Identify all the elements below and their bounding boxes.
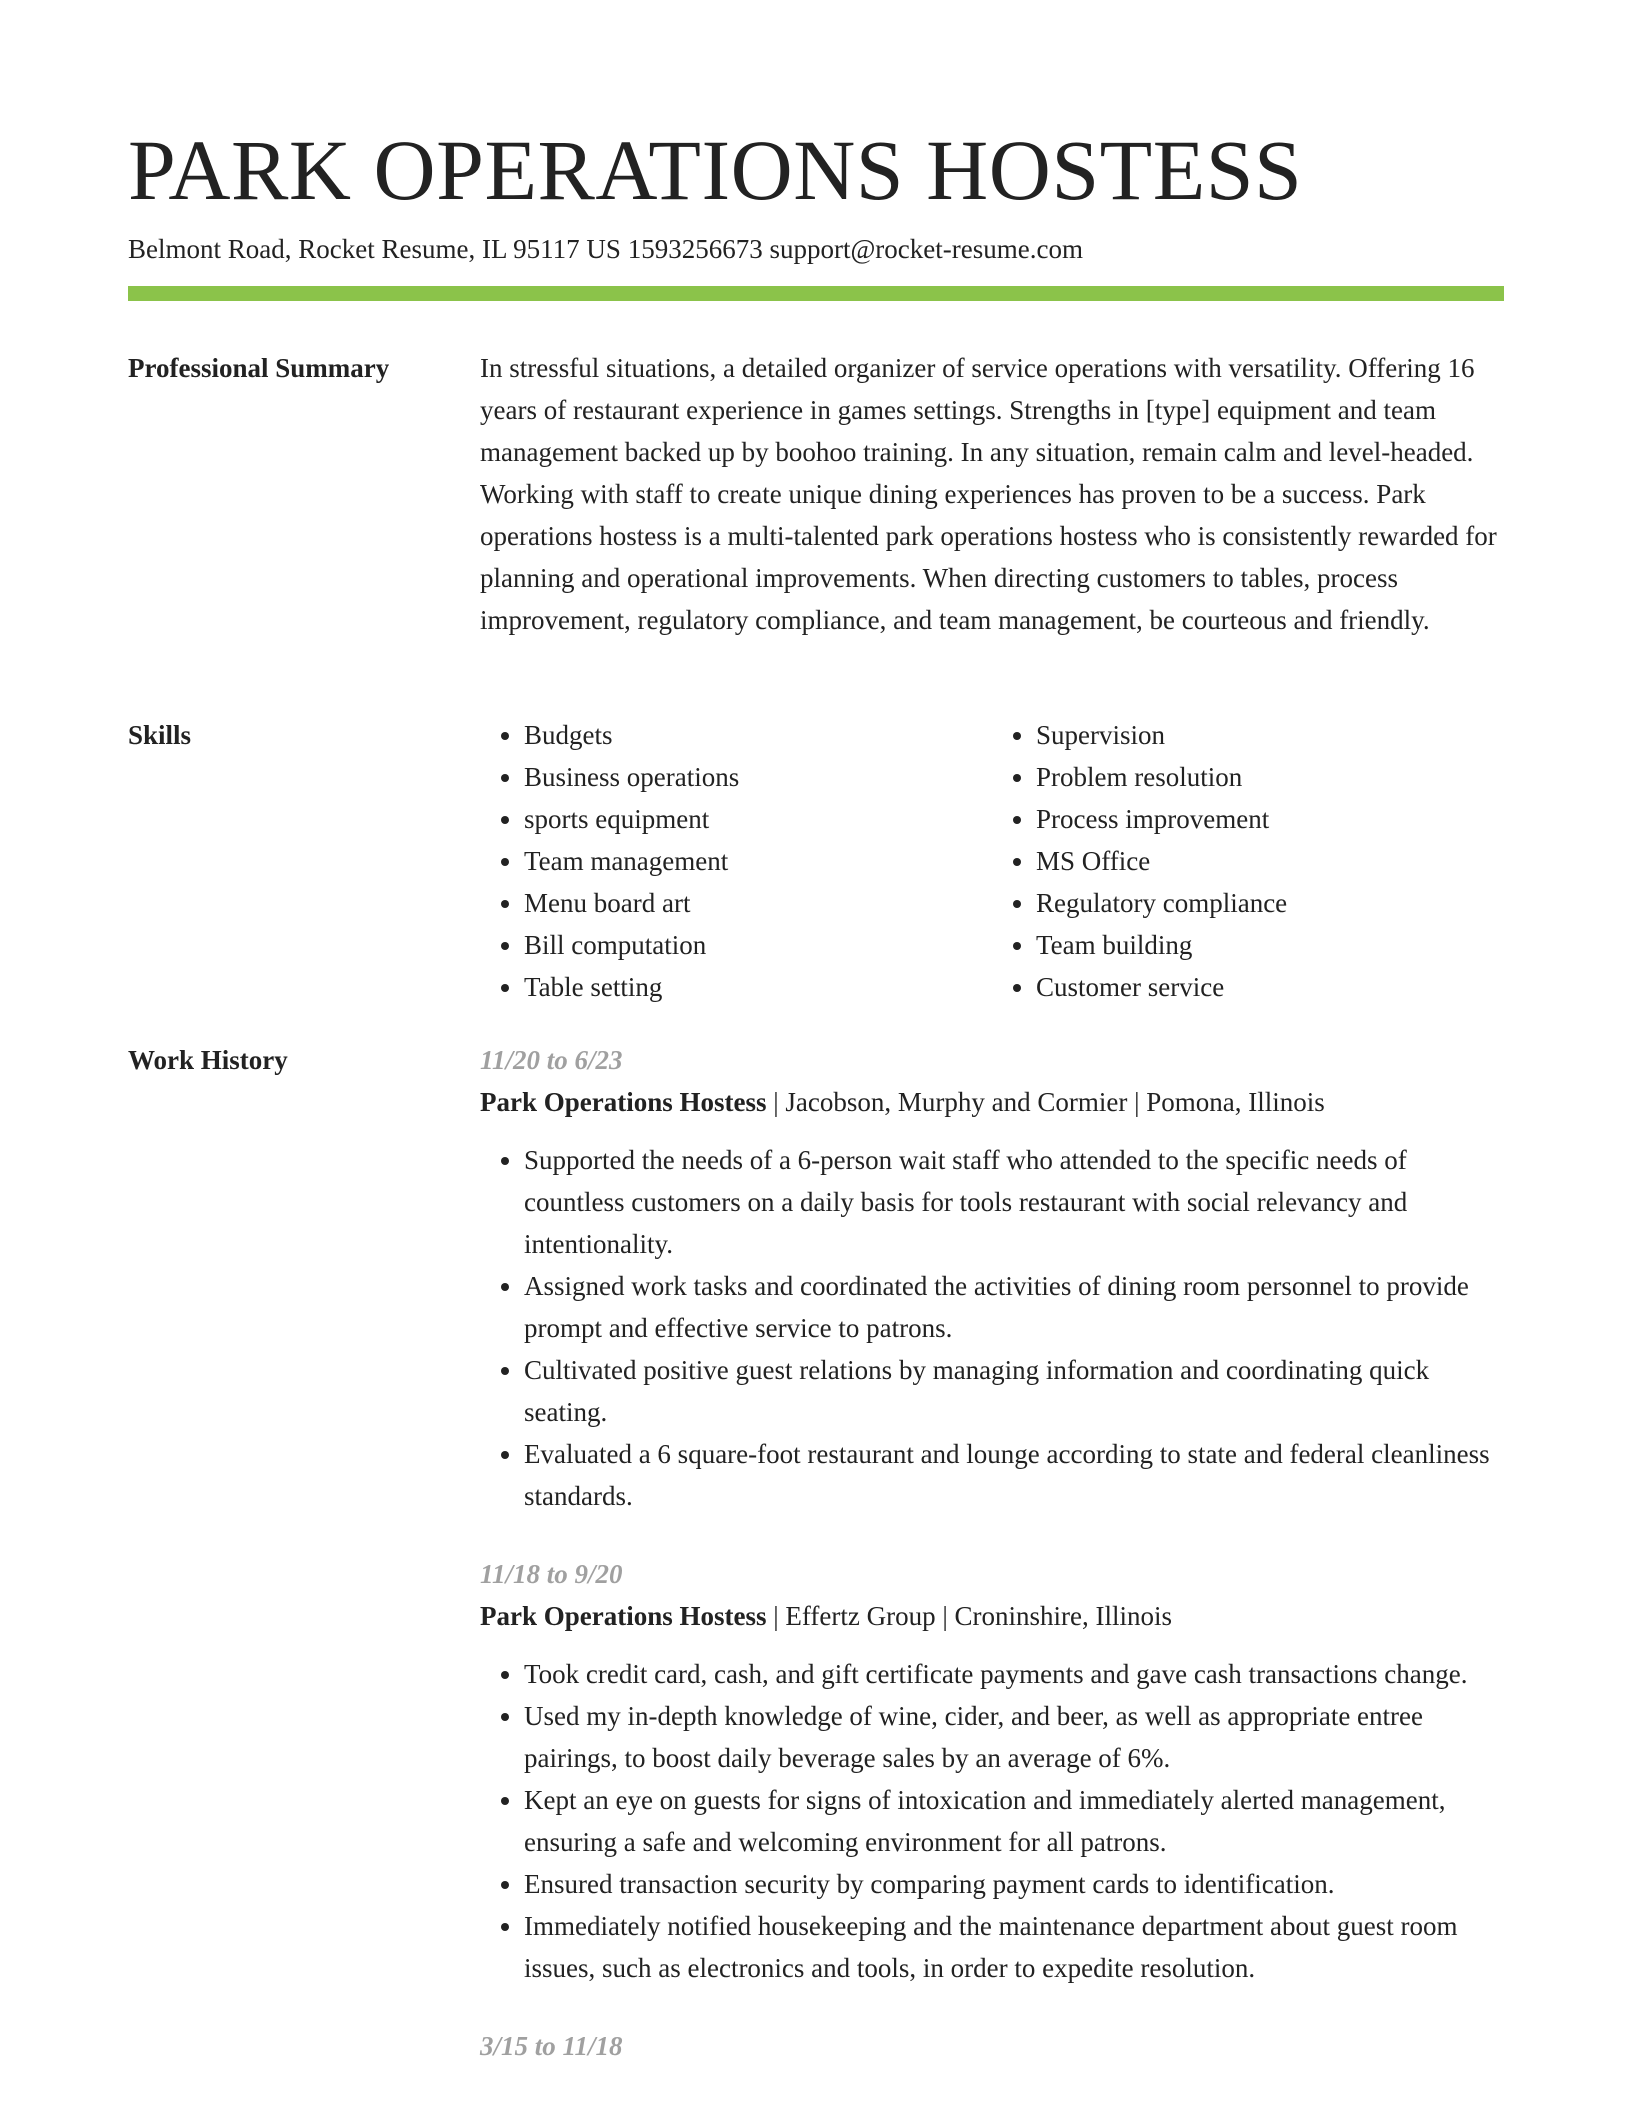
summary-body [480,347,1504,641]
skill-item: • Customer service [1036,966,1504,1008]
contact-line: Belmont Road, Rocket Resume, IL 95117 US 1593256673 support@rocket-resume.com [128,234,1083,264]
job-title-line [480,1081,1504,1123]
skill-item: • Process improvement [1036,798,1504,840]
job-details: | Jacobson, Murphy and Cormier | Pomona, Illinois [766,1087,1325,1117]
job-bullet: • Assigned work tasks and coordinated the activities of dining room personnel to provide prompt and effective service to patrons. [524,1265,1504,1349]
work-history-heading: Work History [128,1045,288,1075]
job-title: Park Operations Hostess [480,1601,767,1631]
skill-item: • Team building [1036,924,1504,966]
skill-item: • Bill computation [524,924,992,966]
summary-heading: Professional Summary [128,353,390,383]
job-dates: 11/20 to 6/23 [480,1045,623,1075]
job-details: | Effertz Group | Croninshire, Illinois [766,1601,1172,1631]
resume-name: PARK OPERATIONS HOSTESS [128,122,1303,218]
skill-item: • Table setting [524,966,992,1008]
skill-item: • Problem resolution [1036,756,1504,798]
job-dates: 11/18 to 9/20 [480,1559,623,1589]
skill-item: • Menu board art [524,882,992,924]
skills-column-right [992,714,1504,1008]
job-title-line [480,1595,1504,1637]
job-entry [480,2025,1504,2067]
skills-heading: Skills [128,720,192,750]
skill-item: • Supervision [1036,714,1504,756]
skills-list [480,714,1504,1008]
job-dates: 3/15 to 11/18 [480,2031,623,2061]
job-bullet: • Supported the needs of a 6-person wait staff who attended to the specific needs of countless customers on a daily basis for tools restaurant with social relevancy and intentionality. [524,1139,1504,1265]
job-bullet: • Cultivated positive guest relations by managing information and coordinating quick seating. [524,1349,1504,1433]
job-bullet: • Evaluated a 6 square-foot restaurant and lounge according to state and federal cleanliness standards. [524,1433,1504,1517]
skill-item: • MS Office [1036,840,1504,882]
header-divider [128,286,1504,301]
job-bullet: • Took credit card, cash, and gift certificate payments and gave cash transactions change. [524,1653,1504,1695]
job-bullet: • Used my in-depth knowledge of wine, cider, and beer, as well as appropriate entree pairings, to boost daily beverage sales by an average of 6%. [524,1695,1504,1779]
job-bullet: • Kept an eye on guests for signs of intoxication and immediately alerted management, ensuring a safe and welcoming environment for all patrons. [524,1779,1504,1863]
skill-item: • Regulatory compliance [1036,882,1504,924]
skill-item: • Budgets [524,714,992,756]
job-title: Park Operations Hostess [480,1087,767,1117]
skill-item: • Team management [524,840,992,882]
skill-item: • sports equipment [524,798,992,840]
summary-text: In stressful situations, a detailed organizer of service operations with versatility. Offering 16 years of restaurant experience in games settings. Strengths in [type] equipment and team management backed up by boohoo training. In any situation, remain calm and level-headed. Working with staff to create unique dining experiences has proven to be a success. Park operations hostess is a multi-talented park operations hostess who is consistently rewarded for planning and operational improvements. When directing customers to tables, process improvement, regulatory compliance, and team management, be courteous and friendly. [480,353,1497,635]
job-bullet: • Ensured transaction security by comparing payment cards to identification. [524,1863,1504,1905]
job-bullet: • Immediately notified housekeeping and the maintenance department about guest room issues, such as electronics and tools, in order to expedite resolution. [524,1905,1504,1989]
job-entry [480,1039,1504,1517]
skills-column-left [480,714,992,1008]
job-entry [480,1553,1504,1989]
job-bullets [480,1139,1504,1517]
work-history-list [480,1039,1504,2103]
job-bullets [480,1653,1504,1989]
skill-item: • Business operations [524,756,992,798]
